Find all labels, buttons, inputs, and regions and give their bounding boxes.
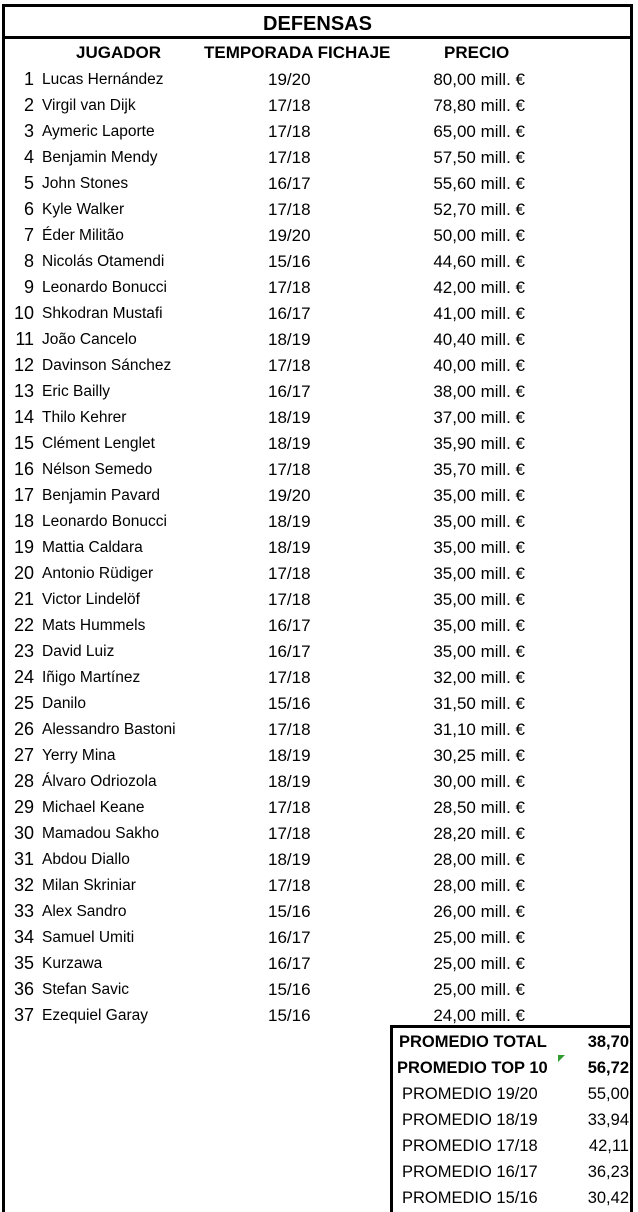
- header-player[interactable]: JUGADOR: [76, 43, 162, 62]
- player-name-cell[interactable]: Victor Lindelöf: [42, 591, 140, 608]
- price-cell[interactable]: 30,00 mill. €: [433, 772, 525, 791]
- table-row[interactable]: [0, 977, 638, 1003]
- table-row[interactable]: [0, 483, 638, 509]
- season-cell[interactable]: 17/18: [268, 460, 311, 479]
- row-number[interactable]: 21: [13, 589, 34, 609]
- row-number[interactable]: 2: [23, 95, 34, 115]
- header-season[interactable]: TEMPORADA FICHAJE: [204, 43, 391, 62]
- player-name-cell[interactable]: Alex Sandro: [42, 903, 127, 920]
- table-row[interactable]: [0, 743, 638, 769]
- price-cell[interactable]: 38,00 mill. €: [433, 382, 525, 401]
- player-name-cell[interactable]: Milan Skriniar: [42, 877, 136, 894]
- summary-row[interactable]: [0, 1082, 638, 1108]
- summary-row[interactable]: [0, 1186, 638, 1212]
- price-cell[interactable]: 35,00 mill. €: [433, 590, 525, 609]
- summary-label[interactable]: PROMEDIO 17/18: [402, 1137, 538, 1155]
- table-row[interactable]: [0, 171, 638, 197]
- summary-row[interactable]: [0, 1134, 638, 1160]
- season-cell[interactable]: 17/18: [268, 824, 311, 843]
- player-name-cell[interactable]: John Stones: [42, 175, 129, 192]
- player-name-cell[interactable]: Kurzawa: [42, 955, 103, 972]
- table-row[interactable]: [0, 847, 638, 873]
- season-cell[interactable]: 17/18: [268, 122, 311, 141]
- price-cell[interactable]: 28,00 mill. €: [433, 876, 525, 895]
- season-cell[interactable]: 17/18: [268, 876, 311, 895]
- player-name-cell[interactable]: David Luiz: [42, 643, 115, 660]
- row-number[interactable]: 20: [13, 563, 34, 583]
- price-cell[interactable]: 35,70 mill. €: [433, 460, 525, 479]
- table-row[interactable]: [0, 119, 638, 145]
- table-row[interactable]: [0, 665, 638, 691]
- row-number[interactable]: 8: [23, 251, 34, 271]
- summary-value[interactable]: 33,94: [587, 1111, 629, 1129]
- table-row[interactable]: [0, 67, 638, 93]
- player-name-cell[interactable]: Nélson Semedo: [42, 461, 153, 478]
- player-name-cell[interactable]: Lucas Hernández: [42, 71, 164, 88]
- table-row[interactable]: [0, 457, 638, 483]
- player-name-cell[interactable]: Kyle Walker: [42, 201, 125, 218]
- player-name-cell[interactable]: Leonardo Bonucci: [42, 279, 167, 296]
- price-cell[interactable]: 40,00 mill. €: [433, 356, 525, 375]
- season-cell[interactable]: 18/19: [268, 512, 311, 531]
- player-name-cell[interactable]: Eric Bailly: [42, 383, 111, 400]
- season-cell[interactable]: 17/18: [268, 148, 311, 167]
- row-number[interactable]: 33: [13, 901, 34, 921]
- price-cell[interactable]: 52,70 mill. €: [433, 200, 525, 219]
- player-name-cell[interactable]: Yerry Mina: [42, 747, 116, 764]
- player-name-cell[interactable]: Álvaro Odriozola: [42, 773, 157, 790]
- player-name-cell[interactable]: Antonio Rüdiger: [42, 565, 154, 582]
- player-name-cell[interactable]: Mats Hummels: [42, 617, 146, 634]
- season-cell[interactable]: 18/19: [268, 330, 311, 349]
- table-row[interactable]: [0, 951, 638, 977]
- price-cell[interactable]: 80,00 mill. €: [433, 70, 525, 89]
- row-number[interactable]: 26: [13, 719, 34, 739]
- table-row[interactable]: [0, 249, 638, 275]
- row-number[interactable]: 34: [13, 927, 34, 947]
- row-number[interactable]: 29: [13, 797, 34, 817]
- row-number[interactable]: 31: [13, 849, 34, 869]
- season-cell[interactable]: 18/19: [268, 408, 311, 427]
- row-number[interactable]: 13: [13, 381, 34, 401]
- summary-label[interactable]: PROMEDIO TOP 10: [397, 1059, 548, 1077]
- price-cell[interactable]: 35,00 mill. €: [433, 564, 525, 583]
- summary-row[interactable]: [0, 1056, 638, 1082]
- price-cell[interactable]: 41,00 mill. €: [433, 304, 525, 323]
- player-name-cell[interactable]: Clément Lenglet: [42, 435, 155, 452]
- price-cell[interactable]: 25,00 mill. €: [433, 928, 525, 947]
- table-row[interactable]: [0, 145, 638, 171]
- player-name-cell[interactable]: Mattia Caldara: [42, 539, 143, 556]
- table-row[interactable]: [0, 535, 638, 561]
- season-cell[interactable]: 15/16: [268, 902, 311, 921]
- table-row[interactable]: [0, 275, 638, 301]
- sheet-title: DEFENSAS: [263, 13, 372, 35]
- price-cell[interactable]: 37,00 mill. €: [433, 408, 525, 427]
- title-cell[interactable]: [2, 4, 633, 36]
- season-cell[interactable]: 15/16: [268, 980, 311, 999]
- row-number[interactable]: 9: [23, 277, 34, 297]
- summary-value[interactable]: 36,23: [587, 1163, 629, 1181]
- row-number[interactable]: 36: [13, 979, 34, 999]
- season-cell[interactable]: 18/19: [268, 746, 311, 765]
- table-row[interactable]: [0, 223, 638, 249]
- summary-row[interactable]: [0, 1108, 638, 1134]
- price-cell[interactable]: 32,00 mill. €: [433, 668, 525, 687]
- row-number[interactable]: 23: [13, 641, 34, 661]
- row-number[interactable]: 7: [23, 225, 34, 245]
- player-name-cell[interactable]: Abdou Diallo: [42, 851, 130, 868]
- table-row[interactable]: [0, 561, 638, 587]
- table-row[interactable]: [0, 431, 638, 457]
- season-cell[interactable]: 16/17: [268, 174, 311, 193]
- price-cell[interactable]: 24,00 mill. €: [433, 1006, 525, 1025]
- season-cell[interactable]: 17/18: [268, 96, 311, 115]
- price-cell[interactable]: 50,00 mill. €: [433, 226, 525, 245]
- table-row[interactable]: [0, 925, 638, 951]
- header-price[interactable]: PRECIO: [444, 43, 510, 62]
- player-name-cell[interactable]: Ezequiel Garay: [42, 1007, 148, 1024]
- summary-value[interactable]: 38,70: [587, 1033, 629, 1051]
- row-number[interactable]: 24: [13, 667, 34, 687]
- season-cell[interactable]: 16/17: [268, 642, 311, 661]
- player-name-cell[interactable]: Aymeric Laporte: [42, 123, 155, 140]
- price-cell[interactable]: 65,00 mill. €: [433, 122, 525, 141]
- price-cell[interactable]: 35,00 mill. €: [433, 642, 525, 661]
- price-cell[interactable]: 35,00 mill. €: [433, 512, 525, 531]
- table-row[interactable]: [0, 821, 638, 847]
- table-row[interactable]: [0, 301, 638, 327]
- season-cell[interactable]: 16/17: [268, 616, 311, 635]
- table-row[interactable]: [0, 717, 638, 743]
- price-cell[interactable]: 28,00 mill. €: [433, 850, 525, 869]
- player-name-cell[interactable]: Davinson Sánchez: [42, 357, 172, 374]
- price-cell[interactable]: 55,60 mill. €: [433, 174, 525, 193]
- season-cell[interactable]: 17/18: [268, 590, 311, 609]
- price-cell[interactable]: 25,00 mill. €: [433, 980, 525, 999]
- player-name-cell[interactable]: Benjamin Pavard: [42, 487, 161, 504]
- table-row[interactable]: [0, 405, 638, 431]
- table-row[interactable]: [0, 197, 638, 223]
- price-cell[interactable]: 26,00 mill. €: [433, 902, 525, 921]
- summary-label[interactable]: PROMEDIO TOTAL: [399, 1033, 547, 1051]
- row-number[interactable]: 28: [13, 771, 34, 791]
- row-number[interactable]: 16: [13, 459, 34, 479]
- season-cell[interactable]: 15/16: [268, 694, 311, 713]
- table-row[interactable]: [0, 691, 638, 717]
- price-cell[interactable]: 40,40 mill. €: [433, 330, 525, 349]
- summary-row[interactable]: [0, 1160, 638, 1186]
- summary-label[interactable]: PROMEDIO 15/16: [402, 1189, 538, 1207]
- season-cell[interactable]: 17/18: [268, 200, 311, 219]
- season-cell[interactable]: 17/18: [268, 720, 311, 739]
- season-cell[interactable]: 19/20: [268, 226, 311, 245]
- player-name-cell[interactable]: Stefan Savic: [42, 981, 130, 998]
- row-number[interactable]: 4: [23, 147, 34, 167]
- price-cell[interactable]: 30,25 mill. €: [433, 746, 525, 765]
- summary-value[interactable]: 55,00: [587, 1085, 629, 1103]
- price-cell[interactable]: 31,10 mill. €: [433, 720, 525, 739]
- player-name-cell[interactable]: Alessandro Bastoni: [42, 721, 176, 738]
- summary-label[interactable]: PROMEDIO 19/20: [402, 1085, 538, 1103]
- row-number[interactable]: 3: [23, 121, 34, 141]
- price-cell[interactable]: 25,00 mill. €: [433, 954, 525, 973]
- season-cell[interactable]: 17/18: [268, 668, 311, 687]
- row-number[interactable]: 17: [13, 485, 34, 505]
- season-cell[interactable]: 18/19: [268, 850, 311, 869]
- player-name-cell[interactable]: Shkodran Mustafi: [42, 305, 163, 322]
- player-name-cell[interactable]: Virgil van Dijk: [42, 97, 136, 114]
- row-number[interactable]: 11: [15, 329, 34, 349]
- table-row[interactable]: [0, 327, 638, 353]
- summary-value[interactable]: 30,42: [587, 1189, 629, 1207]
- player-name-cell[interactable]: Iñigo Martínez: [42, 669, 141, 686]
- table-row[interactable]: [0, 93, 638, 119]
- season-cell[interactable]: 17/18: [268, 278, 311, 297]
- season-cell[interactable]: 15/16: [268, 1006, 311, 1025]
- player-name-cell[interactable]: Michael Keane: [42, 799, 145, 816]
- price-cell[interactable]: 28,20 mill. €: [433, 824, 525, 843]
- row-number[interactable]: 5: [23, 173, 34, 193]
- table-row[interactable]: [0, 379, 638, 405]
- table-row[interactable]: [0, 769, 638, 795]
- season-cell[interactable]: 19/20: [268, 70, 311, 89]
- price-cell[interactable]: 35,00 mill. €: [433, 486, 525, 505]
- season-cell[interactable]: 16/17: [268, 954, 311, 973]
- player-name-cell[interactable]: Éder Militão: [42, 227, 124, 244]
- summary-value[interactable]: 42,11: [588, 1137, 629, 1155]
- row-number[interactable]: 15: [13, 433, 34, 453]
- season-cell[interactable]: 16/17: [268, 928, 311, 947]
- row-number[interactable]: 14: [13, 407, 34, 427]
- table-row[interactable]: [0, 899, 638, 925]
- row-number[interactable]: 30: [13, 823, 34, 843]
- player-name-cell[interactable]: Mamadou Sakho: [42, 825, 160, 842]
- row-number[interactable]: 10: [13, 303, 34, 323]
- row-number[interactable]: 12: [13, 355, 34, 375]
- row-number[interactable]: 19: [13, 537, 34, 557]
- table-row[interactable]: [0, 639, 638, 665]
- season-cell[interactable]: 16/17: [268, 382, 311, 401]
- row-number[interactable]: 6: [23, 199, 34, 219]
- row-number[interactable]: 22: [13, 615, 34, 635]
- price-cell[interactable]: 35,00 mill. €: [433, 616, 525, 635]
- player-name-cell[interactable]: Danilo: [42, 695, 86, 712]
- price-cell[interactable]: 35,00 mill. €: [433, 538, 525, 557]
- table-row[interactable]: [0, 613, 638, 639]
- row-number[interactable]: 18: [13, 511, 34, 531]
- row-number[interactable]: 35: [13, 953, 34, 973]
- player-name-cell[interactable]: Leonardo Bonucci: [42, 513, 167, 530]
- season-cell[interactable]: 16/17: [268, 304, 311, 323]
- price-cell[interactable]: 28,50 mill. €: [433, 798, 525, 817]
- season-cell[interactable]: 17/18: [268, 798, 311, 817]
- table-row[interactable]: [0, 353, 638, 379]
- player-name-cell[interactable]: João Cancelo: [42, 331, 137, 348]
- season-cell[interactable]: 18/19: [268, 538, 311, 557]
- season-cell[interactable]: 17/18: [268, 356, 311, 375]
- row-number[interactable]: 32: [13, 875, 34, 895]
- season-cell[interactable]: 18/19: [268, 772, 311, 791]
- summary-label[interactable]: PROMEDIO 18/19: [402, 1111, 538, 1129]
- price-cell[interactable]: 31,50 mill. €: [433, 694, 525, 713]
- table-row[interactable]: [0, 795, 638, 821]
- table-row[interactable]: [0, 873, 638, 899]
- season-cell[interactable]: 17/18: [268, 564, 311, 583]
- summary-value[interactable]: 56,72: [587, 1059, 629, 1077]
- player-name-cell[interactable]: Thilo Kehrer: [42, 409, 127, 426]
- player-name-cell[interactable]: Benjamin Mendy: [42, 149, 158, 166]
- season-cell[interactable]: 15/16: [268, 252, 311, 271]
- row-number[interactable]: 25: [13, 693, 34, 713]
- price-cell[interactable]: 35,90 mill. €: [433, 434, 525, 453]
- summary-label[interactable]: PROMEDIO 16/17: [402, 1163, 538, 1181]
- season-cell[interactable]: 19/20: [268, 486, 311, 505]
- player-name-cell[interactable]: Nicolás Otamendi: [42, 253, 165, 270]
- season-cell[interactable]: 18/19: [268, 434, 311, 453]
- row-number[interactable]: 37: [13, 1005, 34, 1025]
- summary-row[interactable]: [0, 1030, 638, 1056]
- table-row[interactable]: [0, 587, 638, 613]
- row-number[interactable]: 1: [23, 69, 34, 89]
- price-cell[interactable]: 44,60 mill. €: [433, 252, 525, 271]
- row-number[interactable]: 27: [13, 745, 34, 765]
- price-cell[interactable]: 78,80 mill. €: [433, 96, 525, 115]
- price-cell[interactable]: 42,00 mill. €: [433, 278, 525, 297]
- price-cell[interactable]: 57,50 mill. €: [433, 148, 525, 167]
- player-name-cell[interactable]: Samuel Umiti: [42, 929, 135, 946]
- table-row[interactable]: [0, 509, 638, 535]
